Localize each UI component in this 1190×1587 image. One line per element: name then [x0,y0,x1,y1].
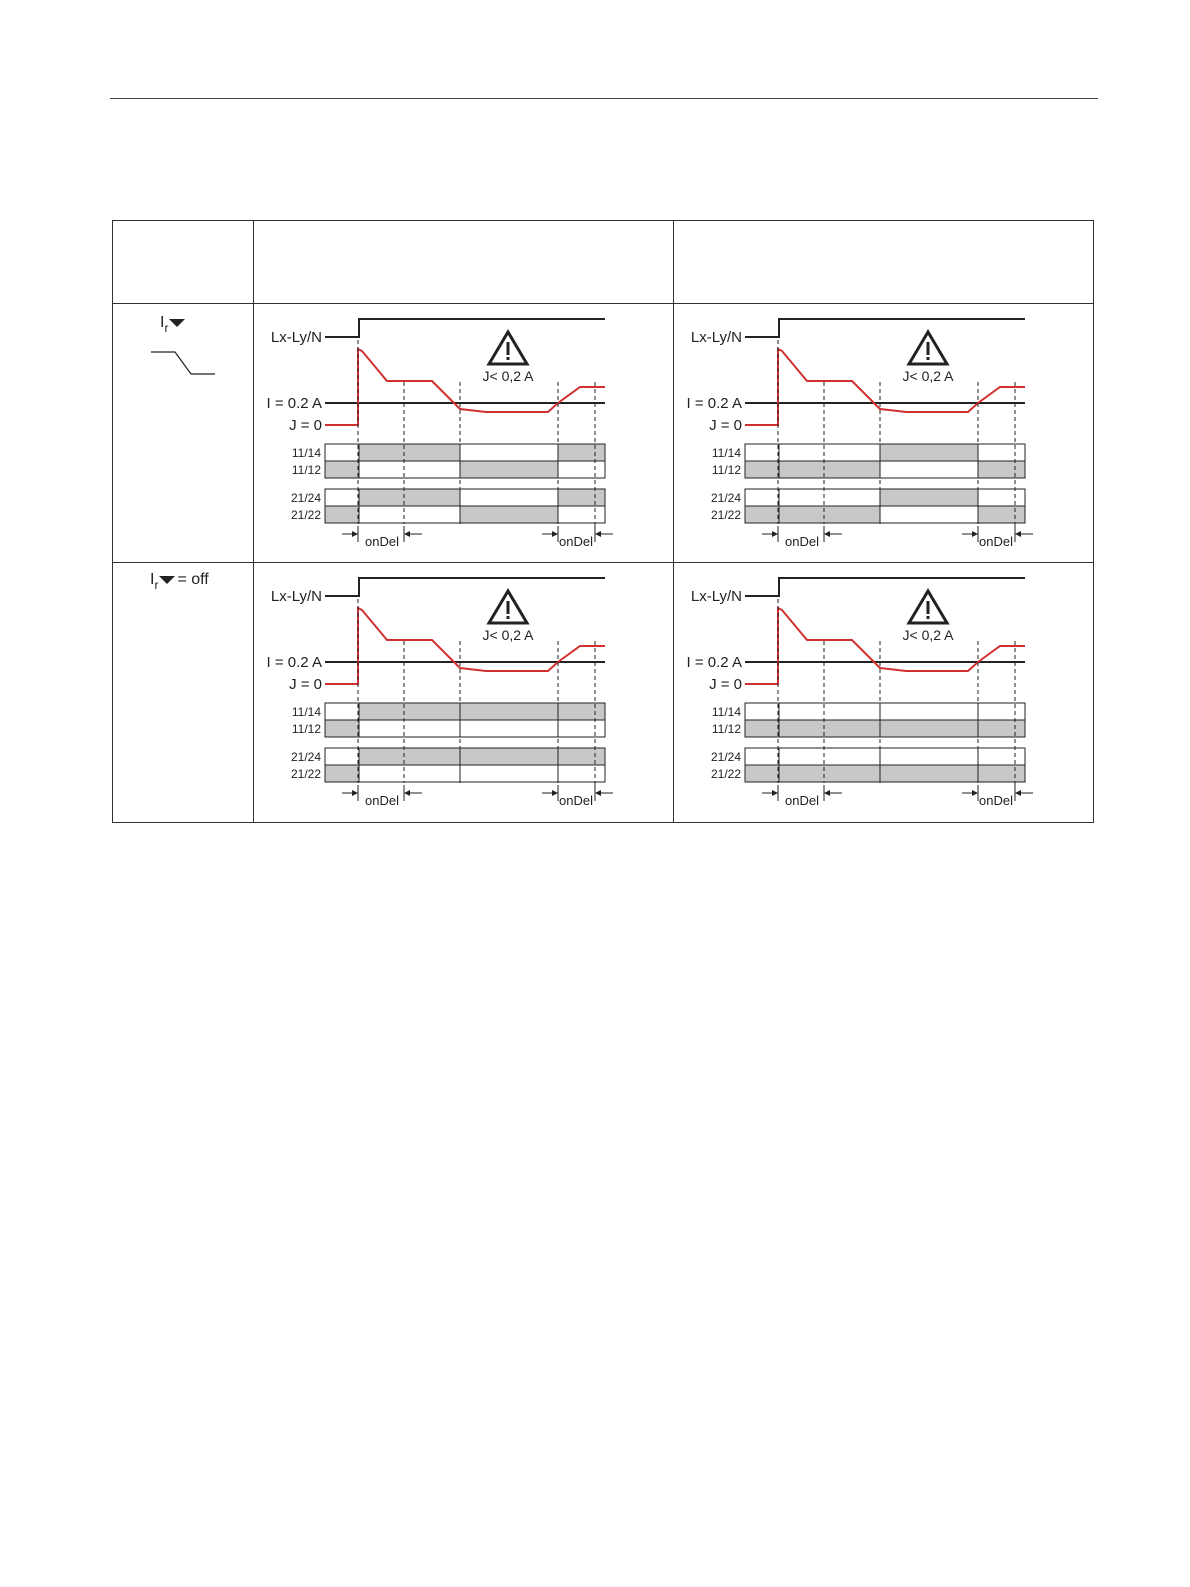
contact-segment [359,444,460,461]
header-rule [110,98,1098,99]
contact-segment [359,506,460,523]
delay-arrowhead [595,790,601,796]
supply-label: Lx-Ly/N [270,329,322,346]
contact-segment [745,720,779,737]
warning-text: J< 0,2 A [482,627,534,643]
delay-arrowhead [824,790,830,796]
warning-triangle-icon [489,332,527,364]
delay-arrowhead [552,531,558,537]
zero-label: J = 0 [289,676,322,693]
contact-segment [325,444,359,461]
contact-segment [978,506,1025,523]
warning-triangle-icon [909,332,947,364]
contact-segment [880,489,978,506]
threshold-label: I = 0.2 A [266,654,322,671]
table-row [113,563,1094,823]
contact-segment [558,748,605,765]
threshold-label: I = 0.2 A [686,395,742,412]
warning-dot [507,357,510,360]
mode-subscript: r [154,578,159,592]
supply-label: Lx-Ly/N [270,588,322,605]
contact-segment [359,489,460,506]
mode-symbol: I [150,571,155,588]
contact-segment [978,489,1025,506]
delay-arrowhead [772,531,778,537]
warning-bar [927,342,930,355]
contact-segment [325,720,359,737]
zero-label: J = 0 [709,417,742,434]
warning-text: J< 0,2 A [902,368,954,384]
contact-segment [460,489,558,506]
current-trace [325,349,605,425]
contact-segment [978,444,1025,461]
current-trace [325,608,605,684]
contact-label: 21/22 [290,767,321,781]
contact-segment [558,489,605,506]
contact-segment [359,461,460,478]
supply-label: Lx-Ly/N [690,588,742,605]
contact-segment [978,765,1025,782]
contact-segment [745,461,779,478]
zero-label: J = 0 [709,676,742,693]
contact-label: 21/22 [290,508,321,522]
contact-segment [745,506,779,523]
contact-segment [779,506,880,523]
contact-segment [779,461,880,478]
supply-line [325,319,605,337]
down-triangle-icon [159,576,175,584]
contact-segment [558,703,605,720]
contact-segment [880,720,978,737]
delay-arrowhead [352,531,358,537]
contact-segment [745,765,779,782]
supply-line [325,578,605,596]
contact-segment [460,748,558,765]
contact-label: 11/12 [711,463,741,477]
mode-subscript: r [164,321,169,335]
contact-segment [558,461,605,478]
contact-segment [359,748,460,765]
contact-segment [745,489,779,506]
contact-segment [359,765,460,782]
contact-segment [880,765,978,782]
timing-diagram [674,563,1093,822]
header-row [113,221,1094,304]
threshold-label: I = 0.2 A [266,395,322,412]
contact-segment [325,461,359,478]
contact-label: 11/12 [291,463,321,477]
contact-label: 11/12 [291,722,321,736]
contact-segment [325,748,359,765]
warning-dot [927,357,930,360]
warning-text: J< 0,2 A [482,368,534,384]
delay-arrowhead [352,790,358,796]
warning-bar [507,342,510,355]
delay-arrowhead [1015,790,1021,796]
contact-segment [978,703,1025,720]
warning-text: J< 0,2 A [902,627,954,643]
threshold-label: I = 0.2 A [686,654,742,671]
warning-dot [507,616,510,619]
delay-label: onDel [559,793,593,808]
down-triangle-icon [169,319,185,327]
table-row [113,304,1094,563]
diagram-cell [254,304,674,563]
contact-segment [460,703,558,720]
contact-label: 21/24 [290,491,321,505]
mode-cell [113,304,254,563]
timing-table [112,220,1094,823]
delay-label: onDel [979,793,1013,808]
contact-segment [779,703,880,720]
delay-label: onDel [365,534,399,549]
contact-segment [745,748,779,765]
contact-segment [325,489,359,506]
current-trace [745,608,1025,684]
contact-segment [460,765,558,782]
contact-segment [779,489,880,506]
contact-segment [978,461,1025,478]
contact-label: 21/24 [710,491,741,505]
supply-line [745,578,1025,596]
contact-segment [325,765,359,782]
contact-segment [779,720,880,737]
delay-arrowhead [552,790,558,796]
timing-diagram [254,304,673,563]
contact-segment [745,444,779,461]
warning-triangle-icon [909,591,947,623]
delay-arrowhead [1015,531,1021,537]
delay-arrowhead [972,790,978,796]
diagram-cell [674,304,1094,563]
contact-segment [325,703,359,720]
contact-segment [880,461,978,478]
contact-label: 11/14 [291,446,321,460]
contact-label: 21/24 [710,750,741,764]
timing-diagram [254,563,673,822]
contact-segment [779,765,880,782]
delay-arrowhead [404,790,410,796]
diagram-cell [674,563,1094,823]
header-cell-mode [113,221,254,304]
contact-segment [460,506,558,523]
contact-label: 11/14 [711,705,741,719]
contact-label: 21/24 [290,750,321,764]
current-trace [745,349,1025,425]
contact-segment [359,720,460,737]
warning-bar [507,601,510,614]
contact-segment [558,765,605,782]
contact-label: 11/12 [711,722,741,736]
warning-bar [927,601,930,614]
contact-label: 21/22 [710,508,741,522]
contact-segment [779,444,880,461]
contact-segment [460,444,558,461]
contact-label: 11/14 [291,705,321,719]
delay-label: onDel [365,793,399,808]
mode-suffix: = off [177,571,209,588]
header-cell-col1 [254,221,674,304]
zero-label: J = 0 [289,417,322,434]
supply-label: Lx-Ly/N [690,329,742,346]
falling-step-icon [149,348,219,380]
warning-triangle-icon [489,591,527,623]
delay-label: onDel [785,534,819,549]
delay-label: onDel [785,793,819,808]
supply-line [745,319,1025,337]
contact-segment [558,506,605,523]
diagram-cell [254,563,674,823]
contact-segment [880,703,978,720]
contact-segment [978,748,1025,765]
contact-segment [779,748,880,765]
contact-segment [880,506,978,523]
delay-arrowhead [404,531,410,537]
contact-label: 21/22 [710,767,741,781]
contact-segment [558,720,605,737]
warning-dot [927,616,930,619]
delay-arrowhead [972,531,978,537]
mode-label [160,314,185,335]
header-cell-col2 [674,221,1094,304]
contact-segment [745,703,779,720]
delay-label: onDel [979,534,1013,549]
delay-label: onDel [559,534,593,549]
contact-segment [460,461,558,478]
contact-segment [359,703,460,720]
delay-arrowhead [595,531,601,537]
timing-diagram [674,304,1093,563]
contact-segment [880,444,978,461]
delay-arrowhead [824,531,830,537]
mode-cell [113,563,254,823]
delay-arrowhead [772,790,778,796]
contact-segment [460,720,558,737]
mode-label [150,571,209,592]
mode-symbol: I [160,314,165,331]
contact-segment [978,720,1025,737]
contact-segment [558,444,605,461]
contact-segment [880,748,978,765]
contact-label: 11/14 [711,446,741,460]
contact-segment [325,506,359,523]
